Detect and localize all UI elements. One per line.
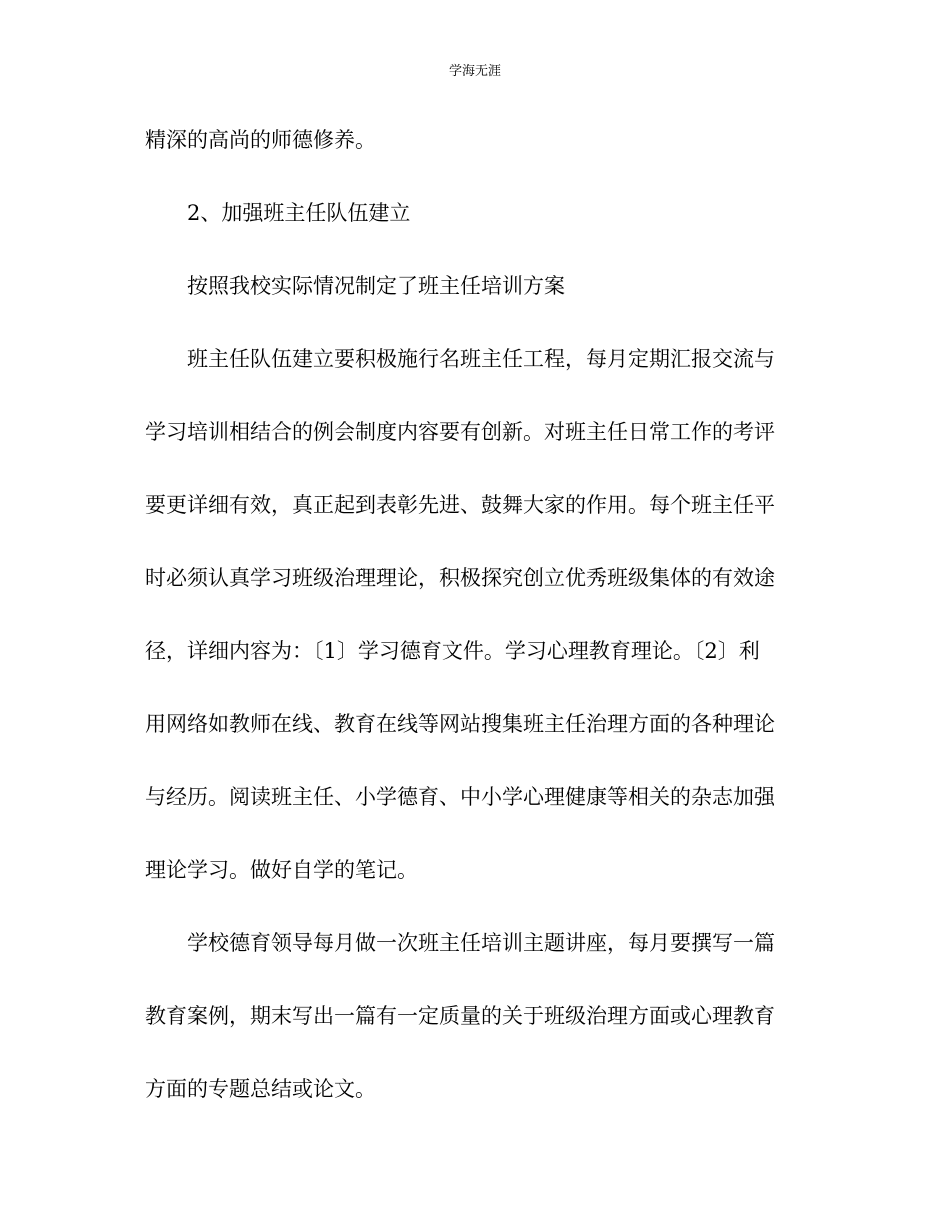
text-line: 班主任队伍建立要积极施行名班主任工程，每月定期汇报交流与 — [187, 347, 775, 371]
text-line: 时必须认真学习班级治理理论，积极探究创立优秀班级集体的有效途 — [145, 566, 775, 590]
document-body — [145, 118, 805, 1140]
text-line: 方面的专题总结或论文。 — [145, 1077, 376, 1101]
text-line: 与经历。阅读班主任、小学德育、中小学心理健康等相关的杂志加强 — [145, 785, 775, 809]
text-line: 径，详细内容为：〔1〕学习德育文件。学习心理教育理论。〔2〕利 — [145, 639, 760, 663]
page-header: 学海无涯 — [448, 64, 501, 79]
section-heading: 2、加强班主任队伍建立 — [187, 201, 411, 225]
text-line: 学校德育领导每月做一次班主任培训主题讲座，每月要撰写一篇 — [187, 931, 775, 955]
text-line: 精深的高尚的师德修养。 — [145, 128, 376, 152]
text-line: 学习培训相结合的例会制度内容要有创新。对班主任日常工作的考评 — [145, 420, 775, 444]
text-line: 按照我校实际情况制定了班主任培训方案 — [187, 274, 565, 298]
text-line: 用网络如教师在线、教育在线等网站搜集班主任治理方面的各种理论 — [145, 712, 775, 736]
text-line: 要更详细有效，真正起到表彰先进、鼓舞大家的作用。每个班主任平 — [145, 493, 775, 517]
text-line: 理论学习。做好自学的笔记。 — [145, 858, 418, 882]
text-line: 教育案例，期末写出一篇有一定质量的关于班级治理方面或心理教育 — [145, 1004, 775, 1028]
